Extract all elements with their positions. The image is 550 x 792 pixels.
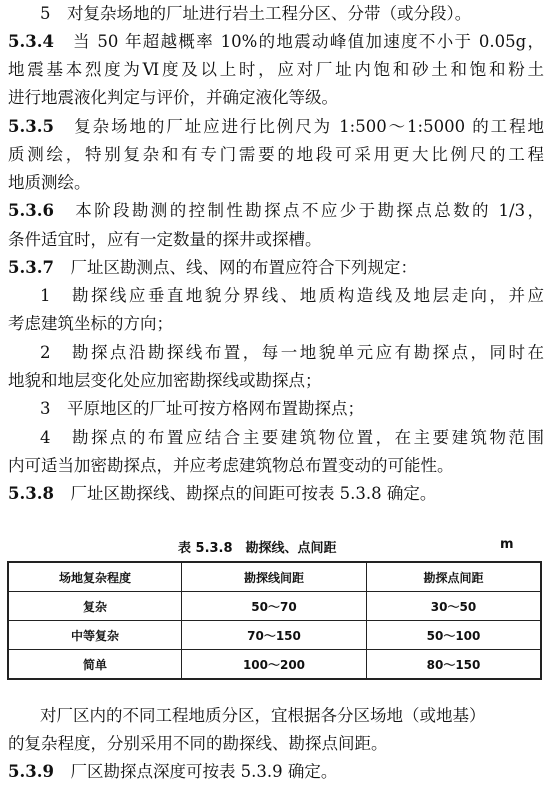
table-unit: m [500, 537, 514, 552]
list-item-3: 3 平原地区的厂址可按方格网布置勘探点； [40, 399, 364, 418]
table-title: 表 5.3.8 勘探线、点间距 [178, 541, 337, 556]
clause-5-3-6: 5.3.6 本阶段勘测的控制性勘探点不应少于勘探点总数的 1/3， [8, 201, 544, 220]
header-cell: 勘探点间距 [367, 562, 542, 592]
table-row [8, 621, 541, 650]
table-cell: 复杂 [8, 592, 182, 621]
clause-5-3-5: 5.3.5 复杂场地的厂址应进行比例尺为 1:500～1:5000 的工程地 [8, 117, 544, 136]
text-line: 考虑建筑坐标的方向； [8, 314, 173, 333]
spacing-table [7, 561, 542, 680]
list-item-4: 4 勘探点的布置应结合主要建筑物位置，在主要建筑物范围 [40, 428, 544, 447]
clause-number: 5.3.9 [8, 762, 54, 781]
table-cell: 30～50 [367, 592, 542, 621]
text-line: 地质测绘。 [8, 173, 91, 192]
text-line: 对厂区内的不同工程地质分区，宜根据各分区场地（或地基） [40, 706, 486, 725]
clause-number: 5.3.8 [8, 484, 54, 503]
table-cell: 100～200 [182, 650, 367, 680]
text-line: 5 对复杂场地的厂址进行岩土工程分区、分带（或分段）。 [40, 4, 472, 23]
text-line: 条件适宜时，应有一定数量的探井或探槽。 [8, 230, 322, 249]
table-cell: 50～100 [367, 621, 542, 650]
text-line: 地貌和地层变化处应加密勘探线或勘探点； [8, 371, 322, 390]
table-cell: 中等复杂 [8, 621, 182, 650]
clause-5-3-7: 5.3.7 厂址区勘测点、线、网的布置应符合下列规定： [8, 258, 417, 277]
table-cell: 70～150 [182, 621, 367, 650]
table-row [8, 592, 541, 621]
clause-5-3-8: 5.3.8 厂址区勘探线、勘探点的间距可按表 5.3.8 确定。 [8, 484, 437, 503]
clause-number: 5.3.4 [8, 32, 54, 51]
header-cell: 勘探线间距 [182, 562, 367, 592]
clause-number: 5.3.5 [8, 117, 54, 136]
table-header-row [8, 562, 541, 592]
text-line: 的复杂程度，分别采用不同的勘探线、勘探点间距。 [8, 734, 388, 753]
clause-number: 5.3.6 [8, 201, 54, 220]
text-line: 质测绘，特别复杂和有专门需要的地段可采用更大比例尺的工程 [8, 145, 544, 164]
text-line: 内可适当加密勘探点，并应考虑建筑物总布置变动的可能性。 [8, 456, 454, 475]
table-cell: 80～150 [367, 650, 542, 680]
table-row [8, 650, 541, 680]
list-item-2: 2 勘探点沿勘探线布置，每一地貌单元应有勘探点，同时在 [40, 343, 544, 362]
table-cell: 50～70 [182, 592, 367, 621]
table-cell: 简单 [8, 650, 182, 680]
text-line: 地震基本烈度为Ⅵ度及以上时，应对厂址内饱和砂土和饱和粉土 [8, 60, 544, 79]
clause-5-3-9: 5.3.9 厂区勘探点深度可按表 5.3.9 确定。 [8, 762, 338, 781]
list-item-1: 1 勘探线应垂直地貌分界线、地质构造线及地层走向，并应 [40, 286, 544, 305]
clause-number: 5.3.7 [8, 258, 54, 277]
clause-5-3-4: 5.3.4 当 50 年超越概率 10%的地震动峰值加速度不小于 0.05g， [8, 32, 544, 51]
header-cell: 场地复杂程度 [8, 562, 182, 592]
text-line: 进行地震液化判定与评价，并确定液化等级。 [8, 88, 338, 107]
